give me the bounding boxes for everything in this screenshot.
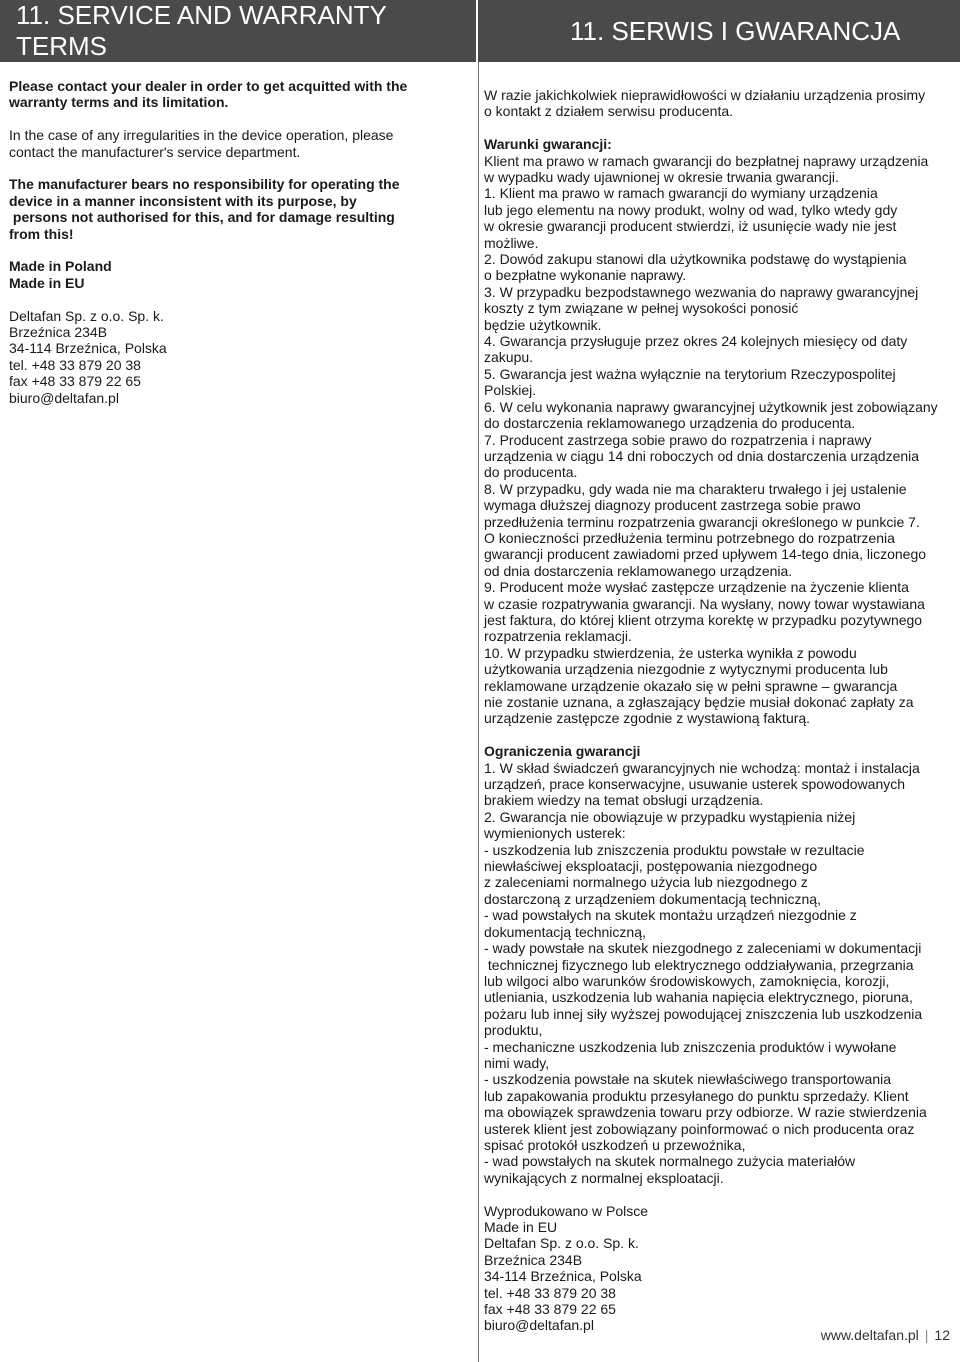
limitation-line: lub wilgoci albo warunków środowiskowych, zamoknięcia, korozji, — [484, 972, 890, 989]
warranty-line: O konieczności przedłużenia terminu potrzebnego do rozpatrzenia — [484, 529, 895, 546]
limitation-line: brakiem wiedzy na temat obsługi urządzenia. — [484, 792, 764, 809]
limitation-line: 2. Gwarancja nie obowiązuje w przypadku wystąpienia niżej — [484, 808, 856, 825]
text-line: In the case of any irregularities in the device operation, please — [9, 127, 394, 144]
warranty-line: 4. Gwarancja przysługuje przez okres 24 kolejnych miesięcy od daty — [484, 333, 908, 350]
responsibility-warning — [9, 176, 469, 242]
limitation-line: spisać protokół uszkodzeń u przewoźnika, — [484, 1136, 746, 1153]
text-line: o kontakt z działem serwisu producenta. — [484, 103, 734, 120]
warranty-limitations — [484, 760, 960, 1187]
limitation-line: wynikających z normalnej eksploatacji. — [484, 1169, 724, 1186]
polish-column — [484, 87, 960, 1334]
section-title-en: 11. SERVICE AND WARRANTY TERMS — [0, 0, 476, 62]
warranty-line: przedłużenia terminu rozpatrzenia gwarancji określonego w punkcie 7. — [484, 513, 920, 530]
warranty-line: zakupu. — [484, 349, 534, 366]
warranty-line: w okresie gwarancji producent stwierdzi, iż usunięcie wady nie jest — [484, 218, 897, 235]
address-line: Brzeźnica 234B — [484, 1251, 583, 1268]
warranty-line: 5. Gwarancja jest ważna wyłącznie na terytorium Rzeczypospolitej — [484, 365, 896, 382]
english-column — [9, 78, 469, 406]
warranty-terms — [484, 153, 960, 727]
limitation-line: - mechaniczne uszkodzenia lub zniszczenia produktów i wywołane — [484, 1038, 897, 1055]
text-line: device in a manner inconsistent with its purpose, by — [9, 192, 357, 209]
address-line: Brzeźnica 234B — [9, 324, 108, 341]
text-line: from this! — [9, 225, 74, 242]
text-line: Made in EU — [9, 274, 85, 291]
address-line: Deltafan Sp. z o.o. Sp. k. — [9, 307, 164, 324]
warranty-line: do producenta. — [484, 464, 578, 481]
warranty-line: 9. Producent może wysłać zastępcze urządzenie na życzenie klienta — [484, 579, 909, 596]
limitation-line: technicznej fizycznego lub elektrycznego oddziaływania, przegrzania — [484, 956, 914, 973]
warranty-line: 6. W celu wykonania naprawy gwarancyjnej użytkownik jest zobowiązany — [484, 398, 938, 415]
origin-info — [9, 258, 469, 291]
warranty-line: w wypadku wady ujawnionej w okresie trwania gwarancji. — [484, 169, 839, 186]
service-paragraph — [9, 127, 469, 160]
address-line: 34-114 Brzeźnica, Polska — [484, 1268, 642, 1285]
address-line: tel. +48 33 879 20 38 — [484, 1284, 616, 1301]
column-divider — [478, 62, 479, 1362]
text-line: warranty terms and its limitation. — [9, 94, 229, 111]
limitation-line: ma obowiązek sprawdzenia towaru przy odbiorze. W razie stwierdzenia — [484, 1104, 927, 1121]
limitation-line: utleniania, uszkodzenia lub wahania napięcia elektrycznego, pioruna, — [484, 989, 913, 1006]
warranty-line: urządzenie zastępcze zgodnie z wystawioną fakturą. — [484, 710, 811, 727]
limitation-line: produktu, — [484, 1022, 543, 1039]
warranty-line: urządzenia w ciągu 14 dni roboczych od dnia dostarczenia urządzenia — [484, 447, 920, 464]
dealer-contact-paragraph — [9, 78, 469, 111]
warranty-line: 3. W przypadku bezpodstawnego wezwania do naprawy gwarancyjnej — [484, 283, 919, 300]
warranty-line: rozpatrzenia reklamacji. — [484, 628, 632, 645]
warranty-line: lub jego elementu na nowy produkt, wolny od wad, tylko wtedy gdy — [484, 201, 898, 218]
warranty-line: wymaga dłuższej diagnozy producent zastrzega sobie prawo — [484, 497, 861, 514]
limitation-line: lub zapakowania produktu przesyłanego do punktu sprzedaży. Klient — [484, 1087, 909, 1104]
limitation-line: usterek klient jest zobowiązany poinformować o nich producenta oraz — [484, 1120, 915, 1137]
limitation-line: pożaru lub innej siły wyższej powodującej zniszczenia lub uszkodzenia — [484, 1005, 923, 1022]
limitation-line: 1. W skład świadczeń gwarancyjnych nie wchodzą: montaż i instalacja — [484, 759, 920, 776]
warranty-line: 1. Klient ma prawo w ramach gwarancji do wymiany urządzenia — [484, 185, 878, 202]
warranty-line: w czasie rozpatrywania gwarancji. Na wysłany, nowy towar wystawiana — [484, 595, 925, 612]
website-link[interactable]: www.deltafan.pl — [820, 1327, 919, 1343]
warranty-line: Polskiej. — [484, 382, 537, 399]
company-address-pl — [484, 1203, 960, 1334]
limitation-line: dokumentacją techniczną, — [484, 923, 646, 940]
limitation-line: wymienionych usterek: — [484, 825, 626, 842]
address-line: Wyprodukowano w Polsce — [484, 1202, 649, 1219]
address-line: 34-114 Brzeźnica, Polska — [9, 340, 167, 357]
warranty-line: o bezpłatne wykonanie naprawy. — [484, 267, 687, 284]
limitation-line: - wad powstałych na skutek montażu urządzeń niezgodnie z — [484, 907, 857, 924]
text-line: Please contact your dealer in order to get acquitted with the — [9, 78, 408, 94]
intro-paragraph — [484, 87, 960, 120]
address-line: Deltafan Sp. z o.o. Sp. k. — [484, 1235, 639, 1252]
text-line: persons not authorised for this, and for damage resulting — [9, 209, 395, 226]
phone-line: tel. +48 33 879 20 38 — [9, 356, 141, 373]
warranty-line: 10. W przypadku stwierdzenia, że usterka wynikła z powodu — [484, 644, 857, 661]
text-line: W razie jakichkolwiek nieprawidłowości w działaniu urządzenia prosimy — [484, 87, 926, 103]
limitation-line: dostarczoną z urządzeniem dokumentacją techniczną, — [484, 890, 821, 907]
limits-heading: Ograniczenia gwarancji — [484, 743, 641, 760]
page-footer — [821, 1327, 950, 1343]
warranty-line: do dostarczenia reklamowanego urządzenia do producenta. — [484, 415, 856, 432]
limitation-line: - wady powstałe na skutek niezgodnego z zaleceniami w dokumentacji — [484, 940, 922, 957]
warranty-line: od dnia dostarczenia reklamowanego urządzenia. — [484, 562, 793, 579]
warranty-line: 7. Producent zastrzega sobie prawo do rozpatrzenia i naprawy — [484, 431, 872, 448]
warranty-line: Klient ma prawo w ramach gwarancji do bezpłatnej naprawy urządzenia — [484, 152, 929, 169]
warranty-line: koszty z tym związane w pełnej wysokości ponosić — [484, 300, 799, 317]
section-title-pl: 11. SERWIS I GWARANCJA — [478, 0, 960, 62]
address-line: Made in EU — [484, 1218, 558, 1235]
warranty-line: 2. Dowód zakupu stanowi dla użytkownika podstawę do wystąpienia — [484, 251, 907, 268]
page-number: 12 — [934, 1327, 950, 1343]
warranty-line: reklamowane urządzenie okazało się w pełni sprawne – gwarancja — [484, 677, 898, 694]
company-address — [9, 308, 469, 406]
limitation-line: niewłaściwej eksploatacji, postępowania niezgodnego — [484, 858, 818, 875]
footer-separator: | — [924, 1327, 929, 1343]
limitation-line: urządzeń, prace konserwacyjne, usuwanie usterek spowodowanych — [484, 776, 906, 793]
text-line: The manufacturer bears no responsibility for operating the — [9, 176, 400, 193]
warranty-line: będzie użytkownik. — [484, 316, 602, 333]
warranty-heading: Warunki gwarancji: — [484, 136, 612, 153]
warranty-line: jest faktura, do której klient otrzyma korektę w przypadku pozytywnego — [484, 611, 923, 628]
warranty-line: użytkowania urządzenia niezgodnie z wytycznymi producenta lub — [484, 661, 888, 678]
limitation-line: - uszkodzenia lub zniszczenia produktu powstałe w rezultacie — [484, 841, 865, 858]
address-line: fax +48 33 879 22 65 — [484, 1301, 616, 1318]
limitation-line: z zaleceniami normalnego użycia lub niezgodnego z — [484, 874, 808, 891]
text-line: contact the manufacturer's service department. — [9, 143, 301, 160]
warranty-line: 8. W przypadku, gdy wada nie ma charakteru trwałego i jej ustalenie — [484, 480, 907, 497]
limitation-line: - wad powstałych na skutek normalnego zużycia materiałów — [484, 1153, 856, 1170]
limitation-line: nimi wady, — [484, 1054, 550, 1071]
fax-line: fax +48 33 879 22 65 — [9, 373, 141, 390]
warranty-line: gwarancji producent zawiadomi przed upływem 14-tego dnia, liczonego — [484, 546, 927, 563]
email-line: biuro@deltafan.pl — [9, 389, 119, 406]
limitation-line: - uszkodzenia powstałe na skutek niewłaściwego transportowania — [484, 1071, 891, 1088]
warranty-line: nie zostanie uznana, a zgłaszający będzie musiał dokonać zapłaty za — [484, 694, 914, 711]
text-line: Made in Poland — [9, 258, 112, 275]
warranty-line: możliwe. — [484, 234, 539, 251]
address-line: biuro@deltafan.pl — [484, 1317, 594, 1334]
